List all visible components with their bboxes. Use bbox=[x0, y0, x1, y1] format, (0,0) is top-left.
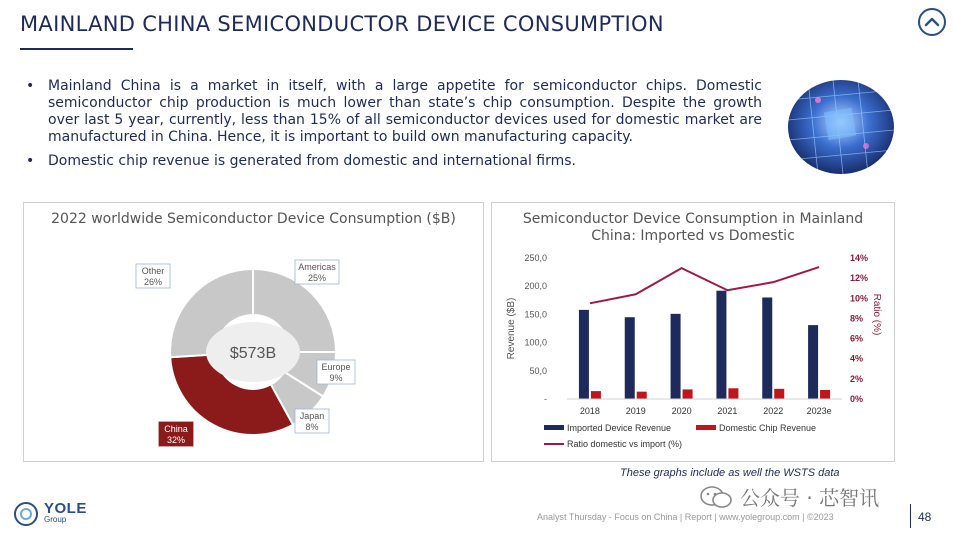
legend-swatch bbox=[696, 425, 716, 430]
pie-label-name: Other bbox=[141, 266, 165, 276]
x-tick-label: 2023e bbox=[806, 406, 832, 416]
watermark-text: 公众号 · 芯智讯 bbox=[740, 486, 880, 510]
y2-axis-label: Ratio (%) bbox=[871, 293, 882, 336]
bar-imported-2021 bbox=[716, 291, 726, 399]
bullet-item: • Domestic chip revenue is generated from domestic and international firms. bbox=[26, 153, 762, 170]
yole-logo-icon bbox=[12, 500, 40, 528]
bar-imported-2019 bbox=[625, 317, 635, 399]
pie-label-name: Europe bbox=[321, 362, 351, 372]
pie-label-name: Japan bbox=[299, 411, 325, 421]
bar-domestic-2023e bbox=[820, 390, 830, 399]
pie-label-pct: 26% bbox=[143, 277, 163, 287]
logo-name: YOLE bbox=[44, 500, 87, 517]
legend-label: Ratio domestic vs import (%) bbox=[567, 439, 683, 449]
x-tick-label: 2022 bbox=[763, 406, 784, 416]
pie-label-name: Americas bbox=[298, 262, 336, 272]
y-axis-label: Revenue ($B) bbox=[506, 297, 517, 360]
x-tick-label: 2020 bbox=[671, 406, 692, 416]
chip-image bbox=[788, 80, 894, 174]
bar-chart-title: Semiconductor Device Consumption in Mainland China: Imported vs Domestic bbox=[522, 211, 864, 244]
bar-chart bbox=[492, 203, 894, 461]
pie-label-pct: 9% bbox=[329, 373, 343, 383]
x-tick-label: 2018 bbox=[579, 406, 600, 416]
y2-tick-label: 8% bbox=[850, 313, 864, 324]
yole-logo bbox=[12, 500, 87, 528]
y-tick-label: 50,0 bbox=[529, 365, 547, 376]
y2-tick-label: 14% bbox=[850, 253, 869, 263]
wechat-icon bbox=[700, 486, 732, 508]
y-tick-label: 100,0 bbox=[524, 337, 547, 348]
y-tick-label: 200,0 bbox=[524, 281, 547, 292]
watermark bbox=[700, 482, 879, 511]
title-underline bbox=[20, 48, 133, 50]
legend-swatch bbox=[544, 425, 564, 430]
bar-chart-panel bbox=[491, 202, 895, 462]
bar-domestic-2018 bbox=[591, 391, 601, 399]
legend-label: Domestic Chip Revenue bbox=[719, 423, 817, 433]
legend bbox=[544, 423, 816, 449]
pie-label-pct: 32% bbox=[166, 435, 186, 445]
bar-domestic-2022 bbox=[774, 389, 784, 399]
pie-label-pct: 25% bbox=[307, 273, 327, 283]
x-tick-label: 2021 bbox=[717, 406, 738, 416]
x-tick-label: 2019 bbox=[625, 406, 646, 416]
y-tick-label: - bbox=[544, 394, 547, 404]
pie-label-pct: 8% bbox=[305, 422, 319, 432]
chart-note: These graphs include as well the WSTS data bbox=[620, 467, 840, 479]
footer-divider bbox=[910, 504, 911, 528]
bar-imported-2023e bbox=[808, 325, 818, 399]
y2-tick-label: 10% bbox=[850, 293, 869, 304]
bar-imported-2022 bbox=[762, 297, 772, 399]
bar-domestic-2021 bbox=[728, 388, 738, 399]
y2-tick-label: 6% bbox=[850, 333, 864, 344]
pie-chart-title: 2022 worldwide Semiconductor Device Consumption ($B) bbox=[51, 211, 456, 227]
home-button[interactable] bbox=[918, 8, 946, 36]
y2-tick-label: 2% bbox=[850, 373, 864, 384]
y2-tick-label: 0% bbox=[850, 394, 864, 404]
y-tick-label: 150,0 bbox=[524, 309, 547, 320]
pie-chart bbox=[24, 203, 483, 461]
ratio-line bbox=[590, 267, 819, 303]
pie-label-name: China bbox=[164, 424, 188, 434]
y2-tick-label: 4% bbox=[850, 353, 864, 364]
y2-tick-label: 12% bbox=[850, 273, 869, 284]
pie-chart-panel bbox=[23, 202, 484, 462]
chevron-up-icon bbox=[924, 16, 940, 28]
bar-domestic-2020 bbox=[683, 389, 693, 399]
page-number: 48 bbox=[918, 510, 932, 524]
page-title: MAINLAND CHINA SEMICONDUCTOR DEVICE CONSUMPTION bbox=[20, 12, 664, 36]
pie-label-europe bbox=[317, 360, 355, 384]
bar-domestic-2019 bbox=[637, 392, 647, 399]
logo-sub: Group bbox=[44, 515, 67, 524]
pie-label-americas bbox=[295, 260, 339, 284]
pie-label-china bbox=[159, 422, 193, 446]
bullet-list bbox=[26, 78, 762, 177]
y-tick-label: 250,0 bbox=[524, 253, 547, 263]
pie-center-label: $573B bbox=[229, 345, 277, 362]
bar-imported-2018 bbox=[579, 310, 589, 399]
legend-label: Imported Device Revenue bbox=[567, 423, 672, 433]
bullet-item: • Mainland China is a market in itself, with a large appetite for semiconductor chips. Domestic semiconductor chip production is much lower than state’s chip consumption. Despite the growth over last 5 year, currently, less than 15% of all semiconductor devices used for domestic market are manufactured in China. Hence, it is important to build own manufacturing capacity. bbox=[26, 78, 762, 146]
bar-imported-2020 bbox=[671, 314, 681, 399]
pie-label-other bbox=[136, 264, 170, 288]
footer-text: Analyst Thursday - Focus on China | Report | www.yolegroup.com | ©2023 bbox=[537, 512, 834, 522]
pie-label-japan bbox=[295, 409, 329, 433]
